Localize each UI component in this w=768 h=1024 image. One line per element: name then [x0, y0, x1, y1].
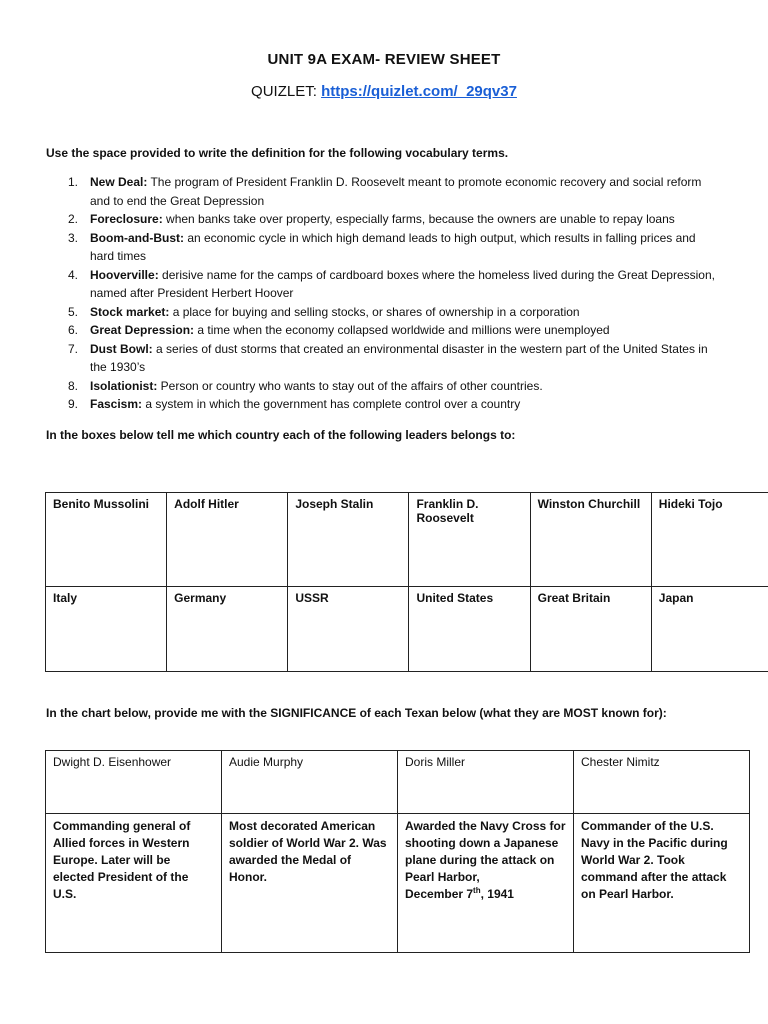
leaders-country-row	[46, 587, 768, 672]
country-cell: Japan	[651, 587, 768, 672]
country-cell: United States	[409, 587, 530, 672]
vocab-item: 8. Isolationist: Person or country who wants to stay out of the affairs of other countries.	[68, 378, 543, 393]
vocab-term: Fascism:	[90, 397, 143, 411]
texan-name-cell: Chester Nimitz	[574, 751, 750, 814]
significance-cell: Most decorated American soldier of World War 2. Was awarded the Medal of Honor.	[222, 814, 398, 953]
country-cell: USSR	[288, 587, 409, 672]
vocab-definition: when banks take over property, especially farms, because the owners are unable to repay loans	[162, 212, 675, 226]
quizlet-label: QUIZLET:	[251, 83, 322, 100]
leader-cell: Joseph Stalin	[288, 493, 409, 587]
leaders-name-row	[46, 493, 768, 587]
country-cell: Germany	[167, 587, 288, 672]
significance-cell: Awarded the Navy Cross for shooting down a Japanese plane during the attack on Pearl Harbor, December 7th, 1941	[398, 814, 574, 953]
leader-cell: Adolf Hitler	[167, 493, 288, 587]
texan-name-cell: Audie Murphy	[222, 751, 398, 814]
vocab-item: 5. Stock market: a place for buying and selling stocks, or shares of ownership in a corporation	[68, 304, 580, 319]
texans-instruction: In the chart below, provide me with the SIGNIFICANCE of each Texan below (what they are MOST known for):	[46, 706, 667, 720]
leader-cell: Benito Mussolini	[46, 493, 167, 587]
quizlet-line	[0, 83, 768, 100]
country-cell: Italy	[46, 587, 167, 672]
vocab-item: 7. Dust Bowl: a series of dust storms that created an environmental disaster in the western part of the United States in the 1930’s	[68, 341, 708, 374]
vocab-term: New Deal:	[90, 175, 148, 189]
texan-name-cell: Dwight D. Eisenhower	[46, 751, 222, 814]
vocab-definition: a series of dust storms that created an environmental disaster in the western part of the United States in the 1930’s	[90, 341, 708, 374]
vocab-definition: Person or country who wants to stay out of the affairs of other countries.	[157, 378, 543, 393]
leader-cell: Franklin D. Roosevelt	[409, 493, 530, 587]
vocab-item: 6. Great Depression: a time when the economy collapsed worldwide and millions were unemployed	[68, 323, 610, 337]
vocab-term: Great Depression:	[90, 323, 195, 337]
page-title: UNIT 9A EXAM- REVIEW SHEET	[267, 51, 501, 68]
vocab-item: 1. New Deal: The program of President Franklin D. Roosevelt meant to promote economic recovery and social reform and to end the Great Depression	[68, 175, 702, 208]
texans-name-row	[46, 751, 750, 814]
texans-significance-row	[46, 814, 750, 953]
vocab-item: 4. Hooverville: derisive name for the camps of cardboard boxes where the homeless lived during the Great Depression, named after President Herbert Hoover	[68, 267, 715, 300]
vocab-item: 2. Foreclosure: when banks take over property, especially farms, because the owners are unable to repay loans	[68, 212, 675, 226]
vocab-term: Hooverville:	[90, 267, 159, 282]
leader-cell: Hideki Tojo	[651, 493, 768, 587]
leaders-instruction: In the boxes below tell me which country each of the following leaders belongs to:	[46, 428, 516, 442]
leaders-table	[45, 492, 768, 672]
vocab-definition: an economic cycle in which high demand leads to high output, which results in falling prices and hard times	[90, 230, 696, 263]
country-cell: Great Britain	[530, 587, 651, 672]
vocab-term: Dust Bowl:	[90, 341, 153, 356]
vocab-definition: The program of President Franklin D. Roosevelt meant to promote economic recovery and social reform and to end the Great Depression	[90, 175, 702, 208]
vocab-term: Isolationist:	[90, 378, 158, 393]
texan-name-cell: Doris Miller	[398, 751, 574, 814]
vocab-term: Boom-and-Bust:	[90, 230, 184, 245]
vocab-item: 3. Boom-and-Bust: an economic cycle in which high demand leads to high output, which results in falling prices and hard times	[68, 230, 696, 263]
vocab-definition: derisive name for the camps of cardboard boxes where the homeless lived during the Great Depression, named after President Herbert Hoover	[90, 267, 715, 300]
vocab-instruction: Use the space provided to write the definition for the following vocabulary terms.	[46, 146, 509, 160]
vocab-definition: a system in which the government has complete control over a country	[142, 397, 521, 411]
significance-cell: Commanding general of Allied forces in Western Europe. Later will be elected President of the U.S.	[46, 814, 222, 953]
vocab-definition: a time when the economy collapsed worldwide and millions were unemployed	[194, 323, 610, 337]
vocab-term: Foreclosure:	[90, 212, 163, 226]
significance-cell: Commander of the U.S. Navy in the Pacific during World War 2. Took command after the attack on Pearl Harbor.	[574, 814, 750, 953]
vocab-definition: a place for buying and selling stocks, or shares of ownership in a corporation	[169, 304, 580, 319]
vocab-list	[46, 173, 716, 414]
quizlet-link[interactable]: https://quizlet.com/_29qv37	[321, 83, 517, 100]
vocab-term: Stock market:	[90, 304, 170, 319]
leader-cell: Winston Churchill	[530, 493, 651, 587]
vocab-item: 9. Fascism: a system in which the government has complete control over a country	[68, 397, 521, 411]
texans-table	[45, 750, 750, 953]
